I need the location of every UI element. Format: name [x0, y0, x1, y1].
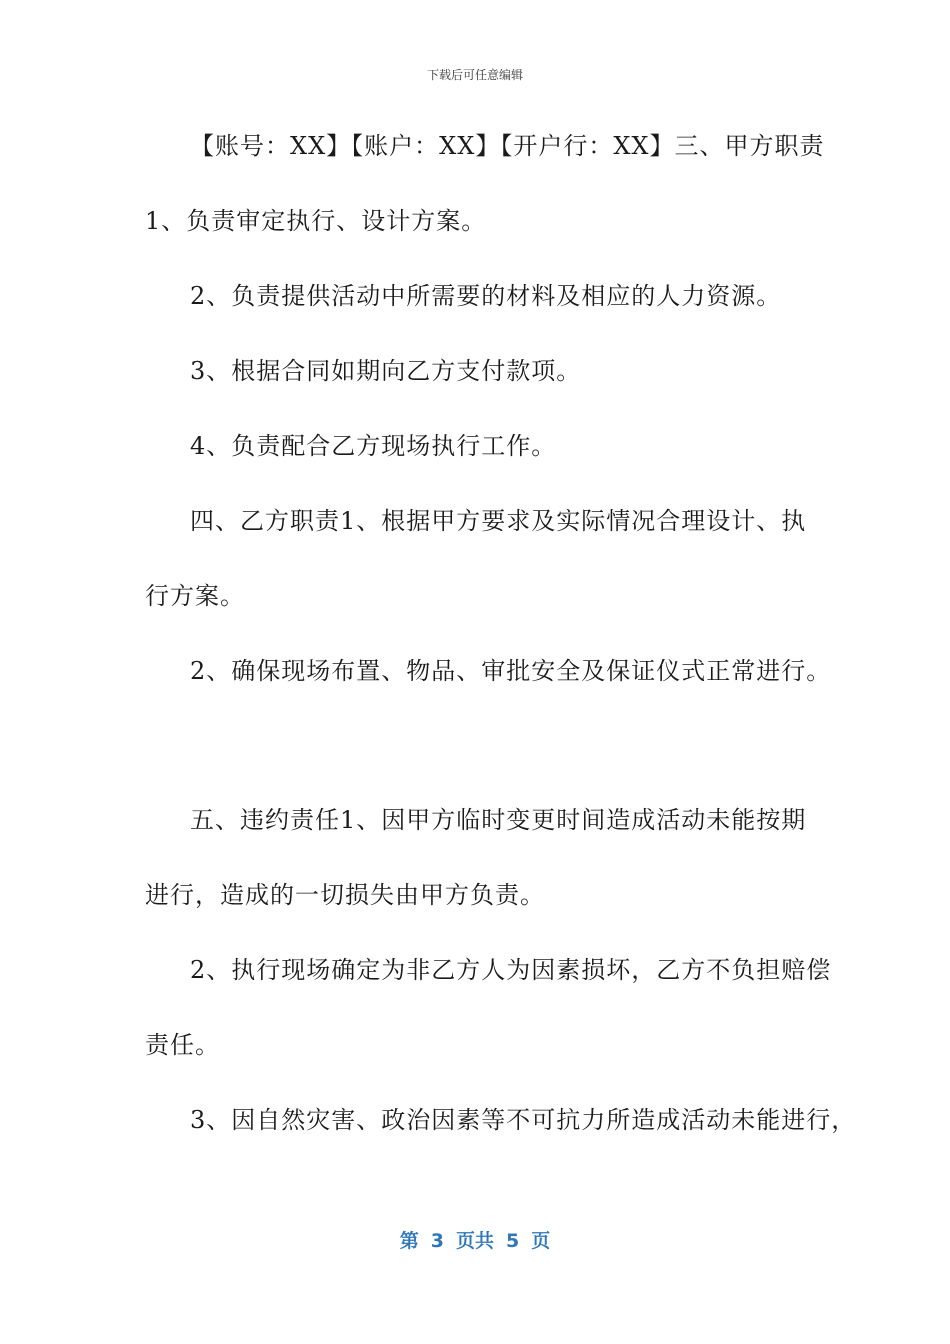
- footer-current-page: 3: [430, 1230, 444, 1252]
- paragraph-line: 进行，造成的一切损失由甲方负责。: [145, 881, 545, 909]
- paragraph-line: 2、负责提供活动中所需要的材料及相应的人力资源。: [190, 282, 782, 310]
- footer-prefix: 第: [399, 1230, 419, 1252]
- paragraph-line: 3、因自然灾害、政治因素等不可抗力所造成活动未能进行，: [190, 1106, 857, 1134]
- paragraph-line: 2、执行现场确定为非乙方人为因素损坏，乙方不负担赔偿: [190, 956, 832, 984]
- paragraph-line: 五、违约责任1、因甲方临时变更时间造成活动未能按期: [190, 806, 807, 834]
- footer-suffix: 页: [531, 1230, 551, 1252]
- paragraph-line: 1、负责审定执行、设计方案。: [145, 207, 487, 235]
- paragraph-line: 【账号：XX】【账户：XX】【开户行：XX】三、甲方职责: [190, 132, 825, 160]
- paragraph-line: 行方案。: [145, 582, 245, 610]
- paragraph-line: 责任。: [145, 1031, 220, 1059]
- page-footer: [0, 1226, 950, 1253]
- footer-total-pages: 5: [506, 1230, 520, 1252]
- page-header-note: 下载后可任意编辑: [426, 68, 523, 82]
- paragraph-line: 四、乙方职责1、根据甲方要求及实际情况合理设计、执: [190, 507, 807, 535]
- paragraph-line: 2、确保现场布置、物品、审批安全及保证仪式正常进行。: [190, 657, 832, 685]
- footer-middle: 页共: [455, 1230, 494, 1252]
- paragraph-line: 3、根据合同如期向乙方支付款项。: [190, 357, 582, 385]
- paragraph-line: 4、负责配合乙方现场执行工作。: [190, 432, 557, 460]
